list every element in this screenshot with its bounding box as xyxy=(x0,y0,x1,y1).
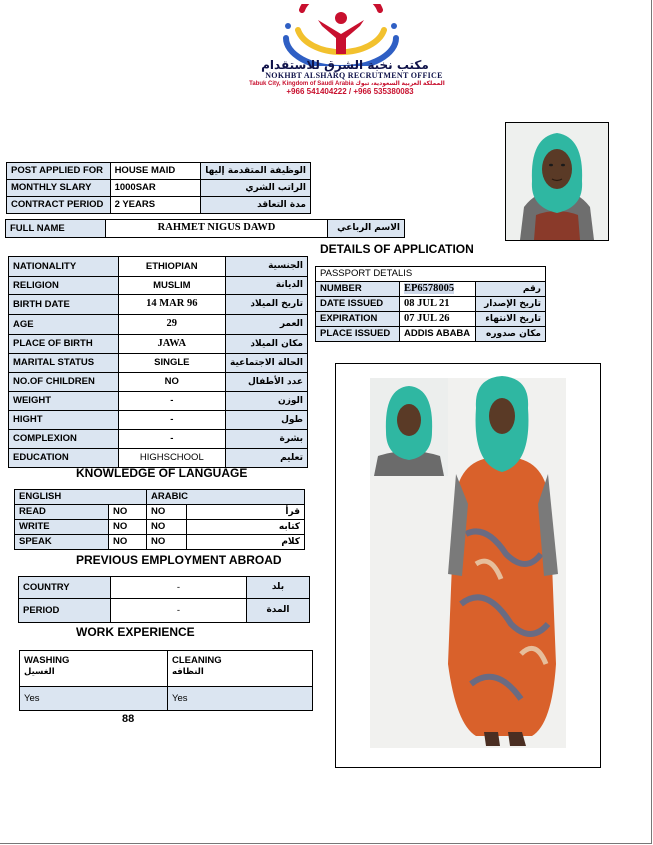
contract-label-ar: مدة التعاقد xyxy=(201,197,311,214)
weight-value: - xyxy=(118,392,226,411)
passport-issued-value: 08 JUL 21 xyxy=(400,297,476,312)
page-number: 88 xyxy=(122,713,135,725)
passport-place-label-ar: مكان صدوره xyxy=(476,327,546,342)
birth-date-label: BIRTH DATE xyxy=(9,295,119,315)
full-name-label-ar: الاسم الرباعي xyxy=(328,220,405,238)
education-value: HIGHSCHOOL xyxy=(118,449,226,468)
passport-table xyxy=(315,266,546,342)
education-label: EDUCATION xyxy=(9,449,119,468)
washing-label: WASHING xyxy=(24,655,70,666)
post-label: POST APPLIED FOR xyxy=(7,163,111,180)
children-label-ar: عدد الأطفال xyxy=(226,373,308,392)
passport-place-value: ADDIS ABABA xyxy=(400,327,476,342)
full-name-label: FULL NAME xyxy=(6,220,106,238)
complexion-label-ar: بشرة xyxy=(226,430,308,449)
height-label: HIGHT xyxy=(9,411,119,430)
washing-value: Yes xyxy=(20,687,168,711)
passport-issued-label-ar: تاريخ الإصدار xyxy=(476,297,546,312)
arabic-header: ARABIC xyxy=(147,490,305,505)
nationality-label: NATIONALITY xyxy=(9,257,119,277)
full-name-table xyxy=(5,219,405,238)
children-label: NO.OF CHILDREN xyxy=(9,373,119,392)
weight-label: WEIGHT xyxy=(9,392,119,411)
full-body-photo xyxy=(336,364,600,767)
full-name-value: RAHMET NIGUS DAWD xyxy=(106,220,328,238)
height-value: - xyxy=(118,411,226,430)
cleaning-label-ar: النظافه xyxy=(172,667,204,678)
details-heading: DETAILS OF APPLICATION xyxy=(320,242,474,256)
read-english: NO xyxy=(109,505,147,520)
write-arabic: NO xyxy=(147,520,187,535)
post-label-ar: الوظيفة المتقدمة إليها xyxy=(201,163,311,180)
contract-label: CONTRACT PERIOD xyxy=(7,197,111,214)
passport-issued-label: DATE ISSUED xyxy=(316,297,400,312)
washing-label-ar: الغسيل xyxy=(24,667,55,678)
children-value: NO xyxy=(118,373,226,392)
age-label-ar: العمر xyxy=(226,315,308,335)
full-body-photo-frame xyxy=(335,363,601,768)
country-label-ar: بلد xyxy=(247,577,310,599)
write-label-ar: كتابه xyxy=(187,520,305,535)
experience-table xyxy=(19,650,313,711)
religion-label: RELIGION xyxy=(9,277,119,295)
nationality-value: ETHIOPIAN xyxy=(118,257,226,277)
passport-expiry-value: 07 JUL 26 xyxy=(400,312,476,327)
company-logo xyxy=(268,4,414,66)
speak-arabic: NO xyxy=(147,535,187,550)
passport-place-label: PLACE ISSUED xyxy=(316,327,400,342)
birth-place-value: JAWA xyxy=(118,335,226,354)
period-value: - xyxy=(111,599,247,623)
language-table xyxy=(14,489,305,550)
employment-heading: PREVIOUS EMPLOYMENT ABROAD xyxy=(76,553,282,567)
read-label: READ xyxy=(15,505,109,520)
education-label-ar: تعليم xyxy=(226,449,308,468)
language-heading: KNOWLEDGE OF LANGUAGE xyxy=(76,466,248,480)
write-english: NO xyxy=(109,520,147,535)
write-label: WRITE xyxy=(15,520,109,535)
cleaning-value: Yes xyxy=(168,687,313,711)
height-label-ar: طول xyxy=(226,411,308,430)
country-value: - xyxy=(111,577,247,599)
marital-status-label: MARITAL STATUS xyxy=(9,354,119,373)
age-value: 29 xyxy=(118,315,226,335)
personal-details-table xyxy=(8,256,308,468)
passport-expiry-label-ar: تاريخ الانتهاء xyxy=(476,312,546,327)
company-address: Tabuk City, Kingdom of Saudi Arabia المملكة العربية السعودية، تبوك xyxy=(249,81,445,87)
company-name-arabic: مكتب نخبة الشرق للاستقدام xyxy=(261,58,429,72)
complexion-label: COMPLEXION xyxy=(9,430,119,449)
marital-status-value: SINGLE xyxy=(118,354,226,373)
company-name-english: NOKHBT ALSHARQ RECRUTMENT OFFICE xyxy=(265,71,443,80)
religion-label-ar: الديانة xyxy=(226,277,308,295)
passport-number-value: EP6578005 xyxy=(400,282,476,297)
complexion-value: - xyxy=(118,430,226,449)
passport-number-label-ar: رقم xyxy=(476,282,546,297)
portrait-photo-frame xyxy=(505,122,609,241)
speak-label-ar: كلام xyxy=(187,535,305,550)
birth-date-value: 14 MAR 96 xyxy=(118,295,226,315)
period-label: PERIOD xyxy=(19,599,111,623)
job-table xyxy=(6,162,311,214)
period-label-ar: المدة xyxy=(247,599,310,623)
cleaning-cell xyxy=(168,651,313,687)
salary-label-ar: الراتب الشري xyxy=(201,180,311,197)
country-label: COUNTRY xyxy=(19,577,111,599)
passport-number-label: NUMBER xyxy=(316,282,400,297)
passport-expiry-label: EXPIRATION xyxy=(316,312,400,327)
company-phones: +966 541404222 / +966 535380083 xyxy=(286,87,414,96)
marital-status-label-ar: الحالة الاجتماعية xyxy=(226,354,308,373)
post-value: HOUSE MAID xyxy=(110,163,201,180)
read-label-ar: قرأ xyxy=(187,505,305,520)
salary-label: MONTHLY SLARY xyxy=(7,180,111,197)
age-label: AGE xyxy=(9,315,119,335)
passport-title: PASSPORT DETALIS xyxy=(316,267,546,282)
nationality-label-ar: الجنسية xyxy=(226,257,308,277)
washing-cell xyxy=(20,651,168,687)
weight-label-ar: الوزن xyxy=(226,392,308,411)
speak-english: NO xyxy=(109,535,147,550)
salary-value: 1000SAR xyxy=(110,180,201,197)
portrait-photo xyxy=(506,123,608,240)
religion-value: MUSLIM xyxy=(118,277,226,295)
birth-place-label: PLACE OF BIRTH xyxy=(9,335,119,354)
english-header: ENGLISH xyxy=(15,490,147,505)
experience-heading: WORK EXPERIENCE xyxy=(76,625,195,639)
contract-value: 2 YEARS xyxy=(110,197,201,214)
cleaning-label: CLEANING xyxy=(172,655,222,666)
read-arabic: NO xyxy=(147,505,187,520)
employment-table xyxy=(18,576,310,623)
birth-date-label-ar: تاريخ الميلاد xyxy=(226,295,308,315)
speak-label: SPEAK xyxy=(15,535,109,550)
birth-place-label-ar: مكان الميلاد xyxy=(226,335,308,354)
